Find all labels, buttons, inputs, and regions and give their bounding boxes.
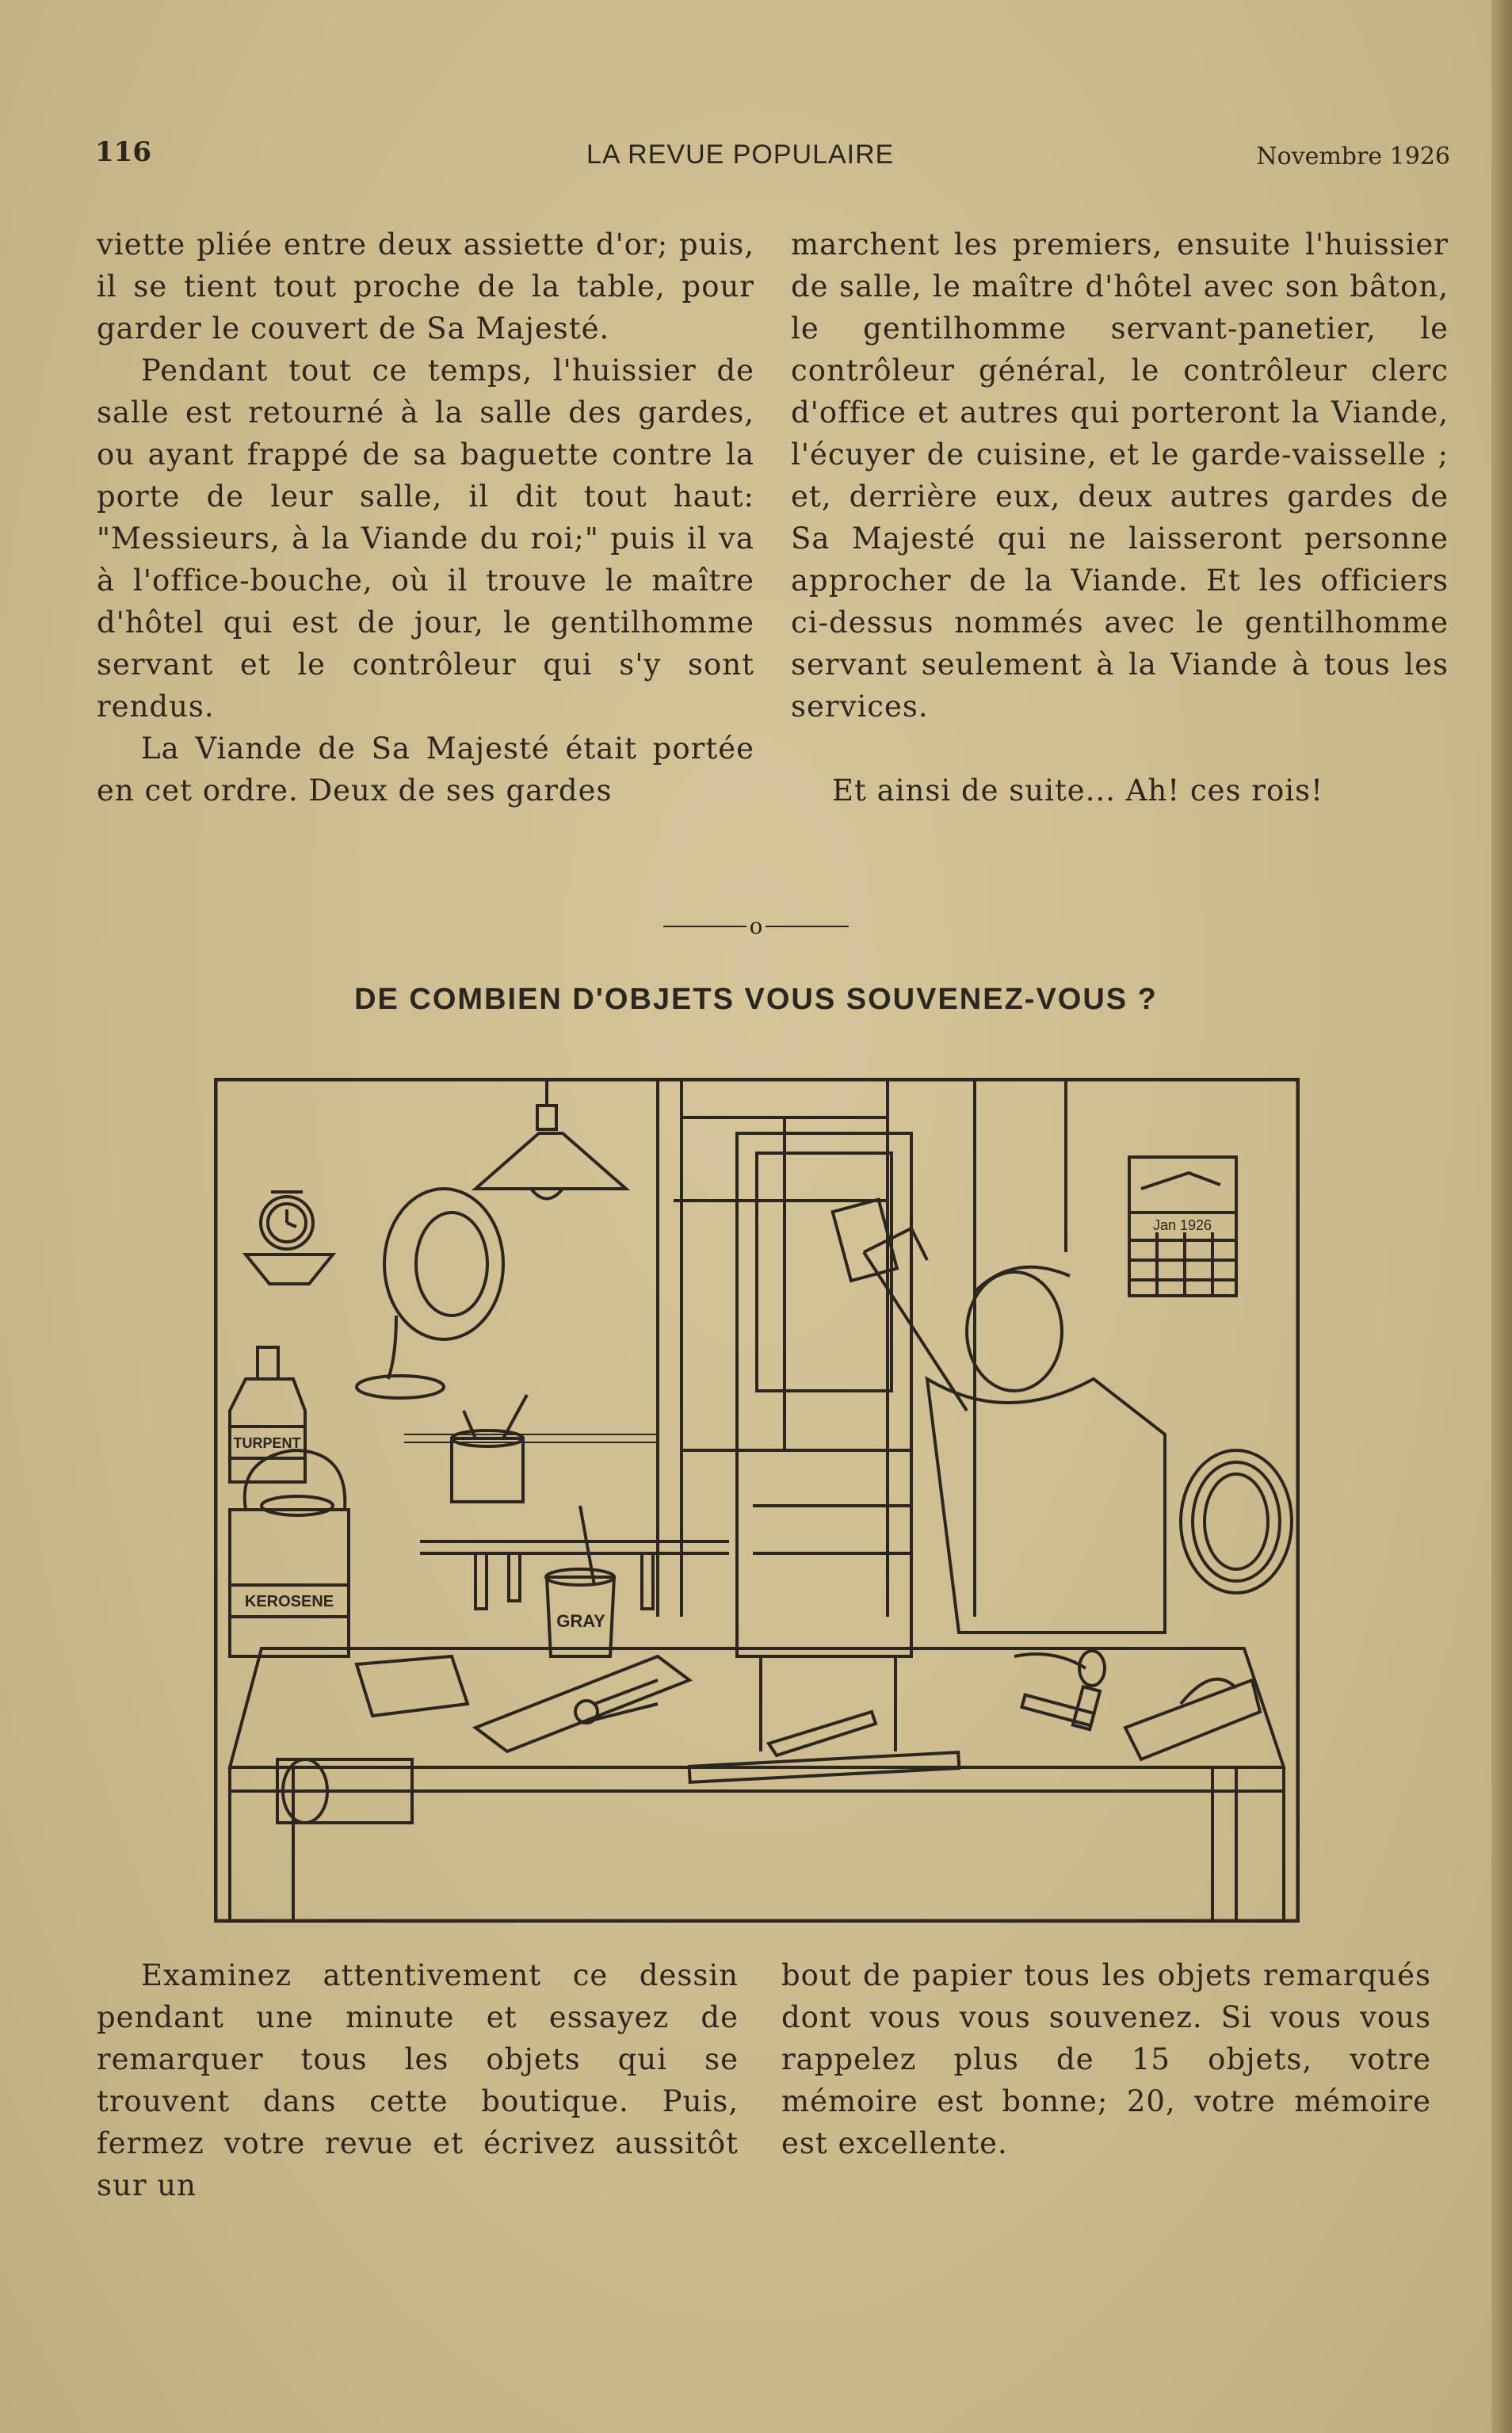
- puzzle-text-left: [97, 1954, 739, 2206]
- tobacco-pipe: [1014, 1651, 1105, 1686]
- pliers: [575, 1680, 658, 1723]
- article-closing-line: Et ainsi de suite... Ah! ces rois!: [832, 773, 1323, 808]
- section-separator: o: [0, 911, 1512, 939]
- nail-box: [357, 1656, 468, 1716]
- carpenters-square: [769, 1712, 876, 1755]
- article-paragraph: La Viande de Sa Majesté était portée en cet ordre. Deux de ses gardes: [97, 731, 754, 808]
- page-edge: [1491, 0, 1512, 2433]
- page-number: 116: [95, 136, 151, 168]
- gramophone: [357, 1189, 503, 1398]
- article-paragraph: Pendant tout ce temps, l'huissier de salle est retourné à la salle des gardes, ou ayant frappé de sa baguette contre la porte de leur salle, il dit tout haut: "Messieurs, à la Viande du roi;" puis il va à l'office-bouche, où il trouve le maître d'hôtel qui est de jour, le gentilhomme servant et le contrôleur qui s'y sont rendus.: [97, 353, 754, 724]
- puzzle-title: DE COMBIEN D'OBJETS VOUS SOUVENEZ-VOUS ?: [354, 983, 1158, 1016]
- svg-text:KEROSENE: KEROSENE: [244, 1593, 334, 1610]
- article-paragraph: marchent les premiers, ensuite l'huissier de salle, le maître d'hôtel avec son bâton, le gentilhomme servant-panetier, le contrôleur général, le contrôleur clerc d'office et autres qui porteront la Viande, l'écuyer de cuisine, et le garde-vaisselle ; et, derrière eux, deux autres gardes de Sa Majesté qui ne laisseront personne approcher de la Viande. Et les officiers ci-dessus nommés avec le gentilhomme servant seulement à la Viande à tous les services.: [791, 227, 1449, 724]
- article-column-left: [97, 223, 754, 812]
- workbench: [230, 1648, 1284, 1921]
- svg-text:TURPENT: TURPENT: [233, 1435, 301, 1451]
- puzzle-instructions: bout de papier tous les objets remarqués dont vous vous souvenez. Si vous vous rappelez plus de 15 objets, votre mémoire est bonne; 20, votre mémoire est excellente.: [781, 1958, 1431, 2160]
- turpentine-bottle: [230, 1347, 305, 1482]
- hanging-lamp: [475, 1079, 626, 1199]
- journal-title: LA REVUE POPULAIRE: [586, 139, 895, 170]
- puzzle-instructions: Examinez attentivement ce dessin pendant une minute et essayez de remarquer tous les objets qui se trouvent dans cette boutique. Puis, fermez votre revue et écrivez aussitôt sur un: [97, 1958, 739, 2202]
- issue-date: Novembre 1926: [1256, 143, 1450, 170]
- hammer: [1021, 1686, 1100, 1729]
- article-paragraph: viette pliée entre deux assiette d'or; puis, il se tient tout proche de la table, pour garder le couvert de Sa Majesté.: [97, 227, 754, 346]
- article-column-right: [791, 223, 1449, 812]
- page-header: [95, 136, 1450, 176]
- brush-jar: [452, 1395, 527, 1502]
- wall-calendar: [1129, 1157, 1236, 1296]
- svg-text:Jan 1926: Jan 1926: [1152, 1217, 1212, 1233]
- carpenter-figure: [833, 1200, 1165, 1633]
- svg-text:GRAY: GRAY: [556, 1611, 605, 1631]
- paint-pot: [546, 1506, 614, 1656]
- workshop-illustration: [214, 1078, 1300, 1923]
- alarm-clock: [246, 1192, 333, 1284]
- wood-plane: [1125, 1679, 1260, 1759]
- rope-coil: [1181, 1450, 1292, 1593]
- puzzle-text-right: [781, 1954, 1431, 2164]
